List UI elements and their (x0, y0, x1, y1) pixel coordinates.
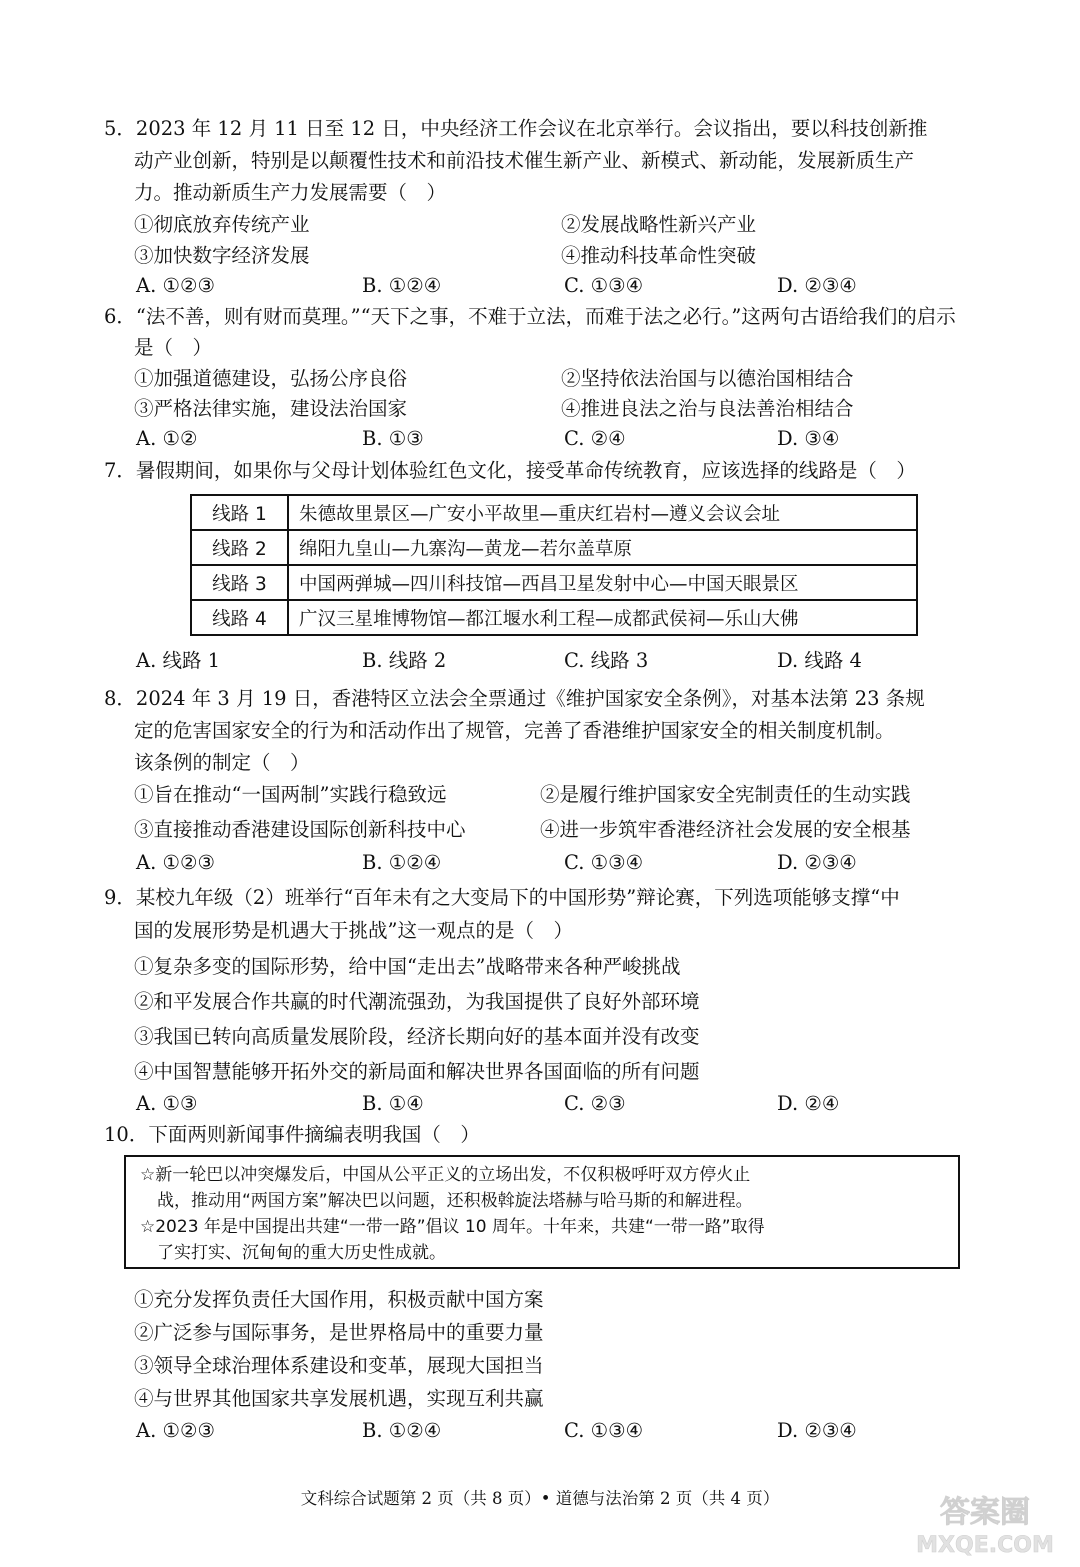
q9-item-1: ①复杂多变的国际形势，给中国“走出去”战略带来各种严峻挑战 (134, 955, 681, 978)
route-path: 绵阳九皇山—九寨沟—黄龙—若尔盖草原 (288, 530, 917, 565)
route-table (190, 494, 918, 636)
q7-option-b: B. 线路 2 (362, 649, 447, 672)
q8-stem-line-1: 8．2024 年 3 月 19 日，香港特区立法会全票通过《维护国家安全条例》，对基本法第 23 条规 (104, 687, 925, 710)
route-path: 广汉三星堆博物馆—都江堰水利工程—成都武侯祠—乐山大佛 (288, 600, 917, 635)
q10-option-d: D. ②③④ (777, 1419, 857, 1442)
q5-option-b: B. ①②④ (362, 274, 442, 297)
q6-option-d: D. ③④ (777, 427, 840, 450)
q6-option-c: C. ②④ (564, 427, 626, 450)
q7-option-c: C. 线路 3 (564, 649, 649, 672)
page-footer: 文科综合试题第 2 页（共 8 页）• 道德与法治第 2 页（共 4 页） (300, 1489, 780, 1508)
q10-item-2: ②广泛参与国际事务，是世界格局中的重要力量 (134, 1321, 544, 1344)
q8-option-b: B. ①②④ (362, 851, 442, 874)
q8-item-2: ②是履行维护国家安全宪制责任的生动实践 (540, 783, 911, 806)
q8-option-c: C. ①③④ (564, 851, 644, 874)
q6-item-2: ②坚持依法治国与以德治国相结合 (561, 367, 854, 390)
q7-option-d: D. 线路 4 (777, 649, 862, 672)
watermark-bottom-text: MXQE.COM (916, 1533, 1054, 1558)
q5-option-c: C. ①③④ (564, 274, 644, 297)
q9-item-2: ②和平发展合作共赢的时代潮流强劲，为我国提供了良好外部环境 (134, 990, 700, 1013)
q5-item-2: ②发展战略性新兴产业 (561, 213, 757, 236)
route-name: 线路 1 (191, 495, 288, 530)
q6-option-b: B. ①③ (362, 427, 424, 450)
q6-stem-line-2: 是（ ） (134, 336, 213, 359)
q8-option-a: A. ①②③ (136, 851, 215, 874)
table-row (191, 530, 917, 565)
q6-option-a: A. ①② (136, 427, 198, 450)
news-line-2: 战，推动用“两国方案”解决巴以问题，还积极斡旋法塔赫与哈马斯的和解进程。 (140, 1191, 753, 1211)
q10-item-4: ④与世界其他国家共享发展机遇，实现互利共赢 (134, 1387, 544, 1410)
news-line-4: 了实打实、沉甸甸的重大历史性成就。 (140, 1243, 446, 1263)
q8-item-3: ③直接推动香港建设国际创新科技中心 (134, 818, 466, 841)
q8-item-4: ④进一步筑牢香港经济社会发展的安全根基 (540, 818, 911, 841)
q7-option-a: A. 线路 1 (136, 649, 221, 672)
q8-stem-line-3: 该条例的制定（ ） (134, 751, 310, 774)
watermark-top-text: 答案圈 (940, 1495, 1030, 1530)
q7-stem-line-1: 7．暑假期间，如果你与父母计划体验红色文化，接受革命传统教育，应该选择的线路是（ ） (104, 459, 916, 482)
q5-stem-line-1: 5．2023 年 12 月 11 日至 12 日，中央经济工作会议在北京举行。会议指出，要以科技创新推 (104, 117, 928, 140)
q9-option-c: C. ②③ (564, 1092, 626, 1115)
route-name: 线路 3 (191, 565, 288, 600)
q10-option-c: C. ①③④ (564, 1419, 644, 1442)
q10-item-1: ①充分发挥负责任大国作用，积极贡献中国方案 (134, 1288, 544, 1311)
q6-stem-line-1: 6．“法不善，则有财而莫理。”“天下之事，不难于立法，而难于法之必行。”这两句古语给我们的启示 (104, 305, 956, 328)
q6-item-3: ③严格法律实施，建设法治国家 (134, 397, 408, 420)
route-path: 朱德故里景区—广安小平故里—重庆红岩村—遵义会议会址 (288, 495, 917, 530)
q10-option-b: B. ①②④ (362, 1419, 442, 1442)
q10-stem-line-1: 10．下面两则新闻事件摘编表明我国（ ） (104, 1123, 480, 1146)
q5-item-1: ①彻底放弃传统产业 (134, 213, 310, 236)
news-line-3: ☆2023 年是中国提出共建“一带一路”倡议 10 周年。十年来，共建“一带一路”取得 (140, 1217, 765, 1237)
q5-item-3: ③加快数字经济发展 (134, 244, 310, 267)
q9-stem-line-2: 国的发展形势是机遇大于挑战”这一观点的是（ ） (134, 919, 573, 942)
q9-item-3: ③我国已转向高质量发展阶段，经济长期向好的基本面并没有改变 (134, 1025, 700, 1048)
route-name: 线路 4 (191, 600, 288, 635)
q10-item-3: ③领导全球治理体系建设和变革，展现大国担当 (134, 1354, 544, 1377)
watermark-logo (900, 1490, 1070, 1560)
q5-item-4: ④推动科技革命性突破 (561, 244, 757, 267)
q8-option-d: D. ②③④ (777, 851, 857, 874)
q9-option-d: D. ②④ (777, 1092, 840, 1115)
q9-option-a: A. ①③ (136, 1092, 198, 1115)
q8-stem-line-2: 定的危害国家安全的行为和活动作出了规管，完善了香港维护国家安全的相关制度机制。 (134, 719, 895, 742)
q5-stem-line-2: 动产业创新，特别是以颠覆性技术和前沿技术催生新产业、新模式、新动能，发展新质生产 (134, 149, 915, 172)
news-line-1: ☆新一轮巴以冲突爆发后，中国从公平正义的立场出发，不仅积极呼吁双方停火止 (140, 1165, 751, 1185)
route-path: 中国两弹城—四川科技馆—西昌卫星发射中心—中国天眼景区 (288, 565, 917, 600)
q9-stem-line-1: 9．某校九年级（2）班举行“百年未有之大变局下的中国形势”辩论赛，下列选项能够支撑“中 (104, 886, 900, 909)
q8-item-1: ①旨在推动“一国两制”实践行稳致远 (134, 783, 447, 806)
q5-stem-line-3: 力。推动新质生产力发展需要（ ） (134, 181, 447, 204)
table-row (191, 495, 917, 530)
q5-option-d: D. ②③④ (777, 274, 857, 297)
news-box (124, 1155, 960, 1269)
route-name: 线路 2 (191, 530, 288, 565)
q5-option-a: A. ①②③ (136, 274, 215, 297)
q9-option-b: B. ①④ (362, 1092, 424, 1115)
q6-item-4: ④推进良法之治与良法善治相结合 (561, 397, 854, 420)
q9-item-4: ④中国智慧能够开拓外交的新局面和解决世界各国面临的所有问题 (134, 1060, 700, 1083)
table-row (191, 565, 917, 600)
table-row (191, 600, 917, 635)
q6-item-1: ①加强道德建设，弘扬公序良俗 (134, 367, 408, 390)
q10-option-a: A. ①②③ (136, 1419, 215, 1442)
